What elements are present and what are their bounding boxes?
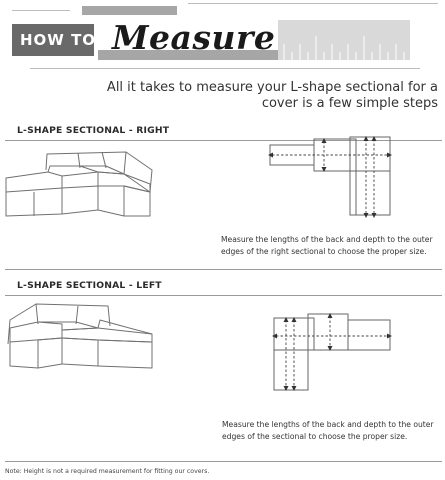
caption-left-line-2: edges of the sectional to choose the proper size. bbox=[222, 432, 408, 441]
ruler-ticks bbox=[278, 20, 410, 60]
caption-left bbox=[222, 419, 444, 443]
header-line-top-right bbox=[188, 3, 438, 4]
header-line-top-left bbox=[12, 10, 70, 11]
caption-right bbox=[221, 234, 443, 258]
caption-right-line-2: edges of the right sectional to choose the proper size. bbox=[221, 247, 427, 256]
header-line-bottom bbox=[30, 68, 420, 69]
footer-note: Note: Height is not a required measurement for fitting our covers. bbox=[5, 468, 210, 475]
sofa-illustration-right bbox=[2, 146, 154, 220]
how-to-label: HOW TO: bbox=[20, 31, 104, 49]
diagram-left bbox=[268, 306, 398, 396]
section-rule-left bbox=[5, 295, 442, 296]
sofa-illustration-left bbox=[2, 300, 157, 374]
section-divider bbox=[5, 269, 442, 270]
header-ruler bbox=[278, 20, 410, 60]
section-title-right: L-SHAPE SECTIONAL - RIGHT bbox=[17, 125, 170, 136]
intro-line-2: cover is a few simple steps bbox=[261, 96, 438, 111]
intro-line-1: All it takes to measure your L-shape sectional for a bbox=[106, 80, 438, 95]
section-title-left: L-SHAPE SECTIONAL - LEFT bbox=[17, 280, 162, 291]
diagram-right bbox=[264, 133, 404, 223]
footer-rule bbox=[5, 461, 442, 462]
header-bar-top bbox=[82, 6, 177, 15]
intro-text bbox=[18, 80, 438, 112]
caption-left-line-1: Measure the lengths of the back and depth to the outer bbox=[222, 420, 434, 429]
caption-right-line-1: Measure the lengths of the back and depth to the outer bbox=[221, 235, 433, 244]
page-title: Measure bbox=[112, 18, 276, 57]
